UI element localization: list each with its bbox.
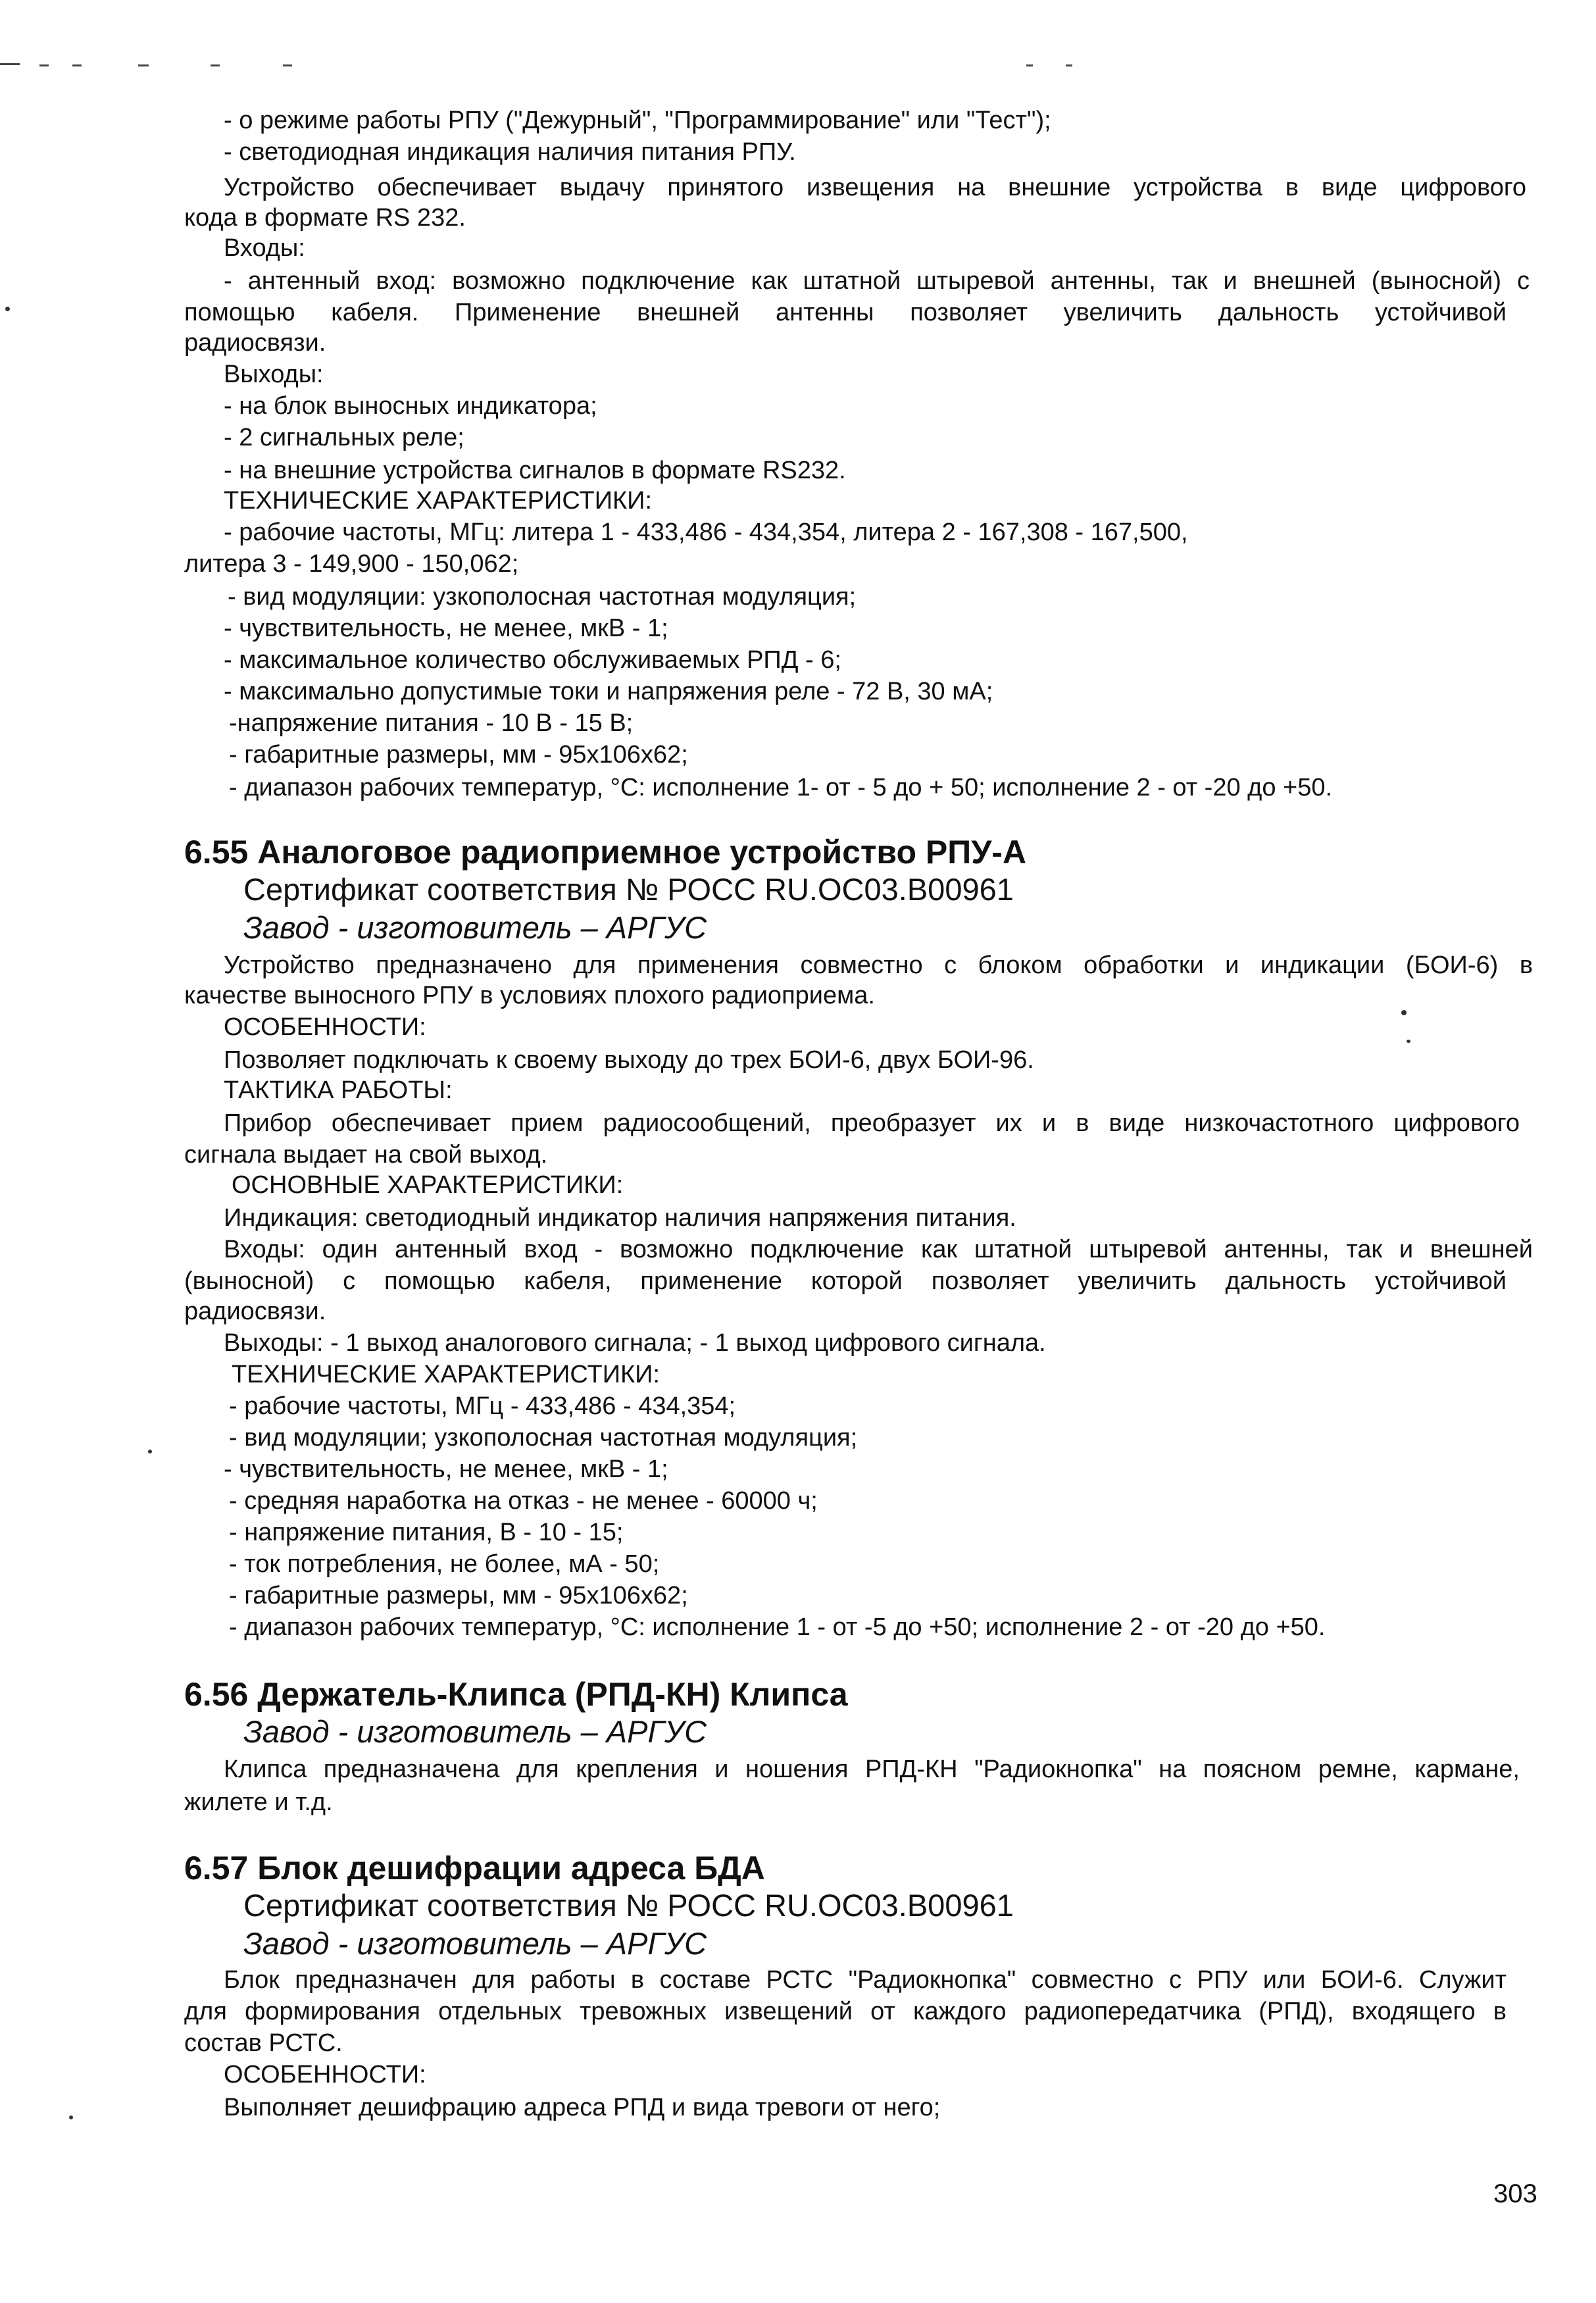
section-655-line: Устройство предназначено для применения совместно с блоком обработки и индикации (БОИ-6) в — [224, 951, 1533, 979]
section-656-line: Клипса предназначена для крепления и ношения РПД-КН "Радиокнопка" на поясном ремне, кармане, — [224, 1756, 1520, 1783]
scan-artifact — [1026, 64, 1033, 66]
section-655-manufacturer: Завод - изготовитель – АРГУС — [243, 910, 707, 945]
intro-line: - максимально допустимые токи и напряжения реле - 72 В, 30 мА; — [224, 678, 993, 705]
intro-line: - светодиодная индикация наличия питания РПУ. — [224, 138, 796, 166]
scan-artifact — [39, 64, 49, 66]
section-655-line: ОСОБЕННОСТИ: — [224, 1013, 426, 1041]
section-655-line: радиосвязи. — [184, 1298, 326, 1325]
section-657-line: ОСОБЕННОСТИ: — [224, 2061, 426, 2088]
scan-artifact — [138, 64, 149, 66]
intro-line: помощью кабеля. Применение внешней антенны позволяет увеличить дальность устойчивой — [184, 299, 1507, 326]
section-656-heading: 6.56 Держатель-Клипса (РПД-КН) Клипса — [184, 1676, 848, 1713]
section-655-line: Индикация: светодиодный индикатор наличия напряжения питания. — [224, 1204, 1016, 1232]
intro-line: - габаритные размеры, мм - 95х106х62; — [229, 741, 688, 769]
intro-line: - о режиме работы РПУ ("Дежурный", "Программирование" или "Тест"); — [224, 107, 1051, 134]
intro-line: Выходы: — [224, 361, 324, 388]
section-655-line: ТАКТИКА РАБОТЫ: — [224, 1076, 453, 1104]
section-657-certificate: Сертификат соответствия № РОСС RU.OC03.B00961 — [243, 1888, 1014, 1923]
section-657-manufacturer: Завод - изготовитель – АРГУС — [243, 1926, 707, 1961]
section-656-manufacturer: Завод - изготовитель – АРГУС — [243, 1714, 707, 1749]
intro-line: литера 3 - 149,900 - 150,062; — [184, 550, 519, 578]
intro-line: - антенный вход: возможно подключение как штатной штыревой антенны, так и внешней (выносной) с — [224, 267, 1530, 295]
section-655-line: качестве выносного РПУ в условиях плохого радиоприема. — [184, 982, 875, 1009]
intro-line: - чувствительность, не менее, мкВ - 1; — [224, 615, 668, 642]
intro-line: радиосвязи. — [184, 329, 326, 357]
scan-artifact — [72, 64, 82, 66]
section-655-line: - чувствительность, не менее, мкВ - 1; — [224, 1455, 668, 1483]
section-655-line: (выносной) с помощью кабеля, применение которой позволяет увеличить дальность устойчивой — [184, 1267, 1507, 1295]
scan-artifact — [211, 64, 220, 66]
scan-artifact — [1066, 64, 1072, 66]
intro-line: - максимальное количество обслуживаемых РПД - 6; — [224, 646, 841, 674]
intro-line: - вид модуляции: узкополосная частотная модуляция; — [228, 583, 857, 611]
section-655-heading: 6.55 Аналоговое радиоприемное устройство РПУ-А — [184, 834, 1027, 871]
section-655-line: - средняя наработка на отказ - не менее - 60000 ч; — [229, 1487, 818, 1515]
scan-speck — [1401, 1010, 1407, 1015]
page-number: 303 — [1493, 2179, 1537, 2208]
section-657-line: состав РСТС. — [184, 2029, 343, 2057]
section-655-line: - габаритные размеры, мм - 95х106х62; — [229, 1582, 688, 1609]
section-655-line: - диапазон рабочих температур, °С: исполнение 1 - от -5 до +50; исполнение 2 - от -20 до +50. — [229, 1613, 1326, 1641]
section-655-line: Входы: один антенный вход - возможно подключение как штатной штыревой антенны, так и внешней — [224, 1236, 1533, 1263]
scan-speck — [5, 307, 10, 311]
intro-line: - на внешние устройства сигналов в формате RS232. — [224, 457, 846, 484]
scan-speck — [148, 1450, 152, 1454]
intro-line: -напряжение питания - 10 В - 15 В; — [229, 709, 634, 737]
section-655-line: - напряжение питания, В - 10 - 15; — [229, 1519, 624, 1546]
section-655-line: сигнала выдает на свой выход. — [184, 1141, 548, 1169]
section-655-certificate: Сертификат соответствия № РОСС RU.OC03.B00961 — [243, 872, 1014, 907]
scan-speck — [1407, 1040, 1410, 1043]
scan-artifact — [283, 64, 292, 66]
section-655-line: ОСНОВНЫЕ ХАРАКТЕРИСТИКИ: — [232, 1171, 624, 1199]
section-655-line: Выходы: - 1 выход аналогового сигнала; - 1 выход цифрового сигнала. — [224, 1329, 1046, 1357]
intro-line: кода в формате RS 232. — [184, 204, 466, 232]
intro-line: Входы: — [224, 234, 305, 262]
section-655-line: ТЕХНИЧЕСКИЕ ХАРАКТЕРИСТИКИ: — [232, 1361, 661, 1388]
intro-line: - диапазон рабочих температур, °С: исполнение 1- от - 5 до + 50; исполнение 2 - от -20 до +50. — [229, 774, 1333, 801]
section-655-line: Позволяет подключать к своему выходу до трех БОИ-6, двух БОИ-96. — [224, 1046, 1034, 1074]
intro-line: - 2 сигнальных реле; — [224, 424, 464, 451]
intro-line: Устройство обеспечивает выдачу принятого извещения на внешние устройства в виде цифрового — [224, 174, 1526, 201]
section-656-line: жилете и т.д. — [184, 1788, 333, 1816]
intro-line: - рабочие частоты, МГц: литера 1 - 433,486 - 434,354, литера 2 - 167,308 - 167,500, — [224, 519, 1188, 546]
intro-line: - на блок выносных индикатора; — [224, 392, 597, 420]
section-655-line: Прибор обеспечивает прием радиосообщений, преобразует их и в виде низкочастотного цифрового — [224, 1109, 1520, 1137]
section-655-line: - вид модуляции; узкополосная частотная модуляция; — [229, 1424, 858, 1452]
section-657-heading: 6.57 Блок дешифрации адреса БДА — [184, 1850, 765, 1886]
section-657-line: Блок предназначен для работы в составе РСТС "Радиокнопка" совместно с РПУ или БОИ-6. Служит — [224, 1966, 1507, 1994]
intro-line: ТЕХНИЧЕСКИЕ ХАРАКТЕРИСТИКИ: — [224, 487, 653, 515]
scan-speck — [69, 2115, 73, 2119]
section-657-line: Выполняет дешифрацию адреса РПД и вида тревоги от него; — [224, 2094, 941, 2121]
section-655-line: - рабочие частоты, МГц - 433,486 - 434,354; — [229, 1392, 736, 1420]
scan-artifact — [0, 63, 20, 65]
section-655-line: - ток потребления, не более, мА - 50; — [229, 1550, 660, 1578]
section-657-line: для формирования отдельных тревожных извещений от каждого радиопередатчика (РПД), входящего в — [184, 1998, 1507, 2025]
